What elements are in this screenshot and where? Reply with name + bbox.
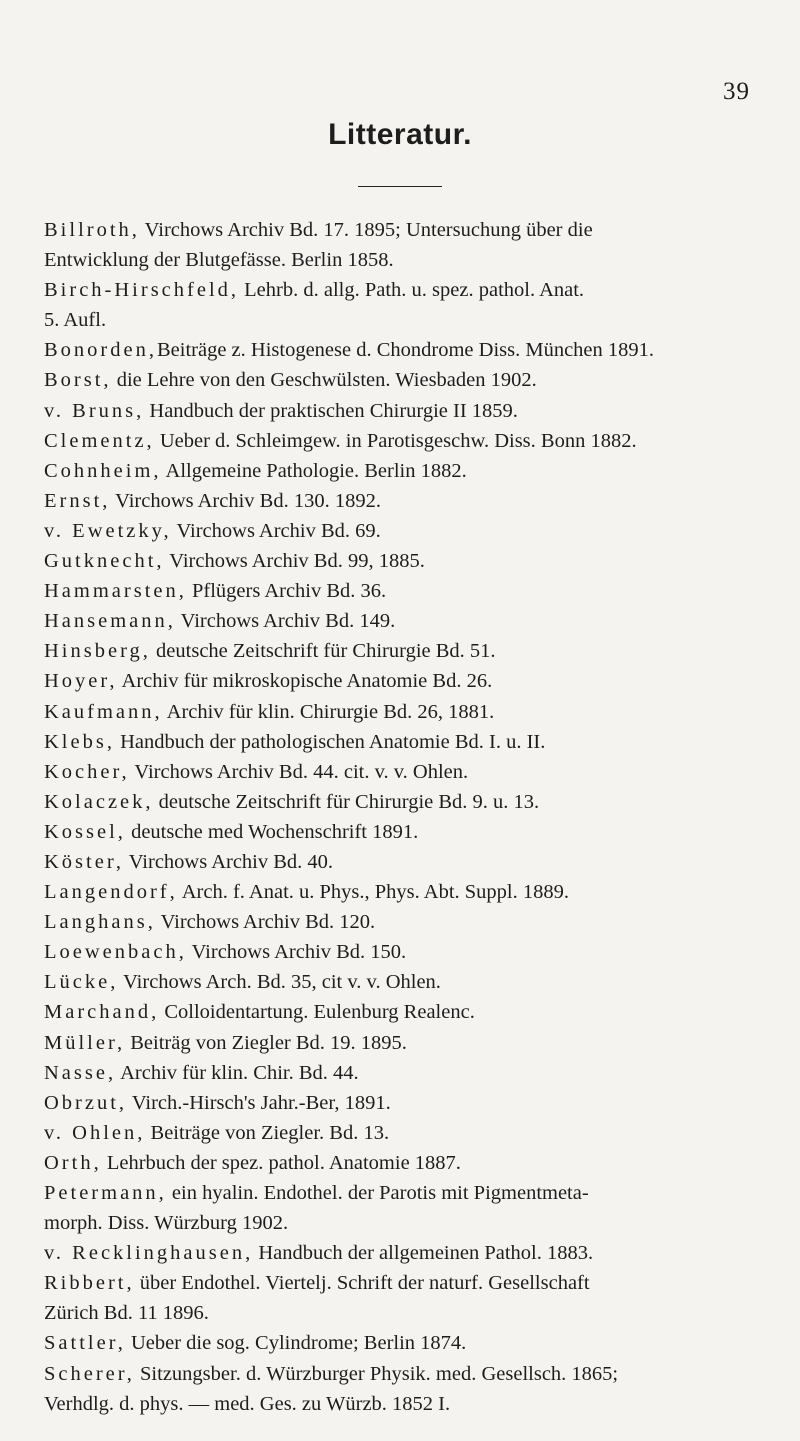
reference-continuation: Entwicklung der Blutgefässe. Berlin 1858.: [44, 249, 394, 272]
reference-author: Hinsberg,: [44, 640, 151, 663]
reference-author: Sattler,: [44, 1332, 126, 1355]
reference-text: Virchows Archiv Bd. 149.: [175, 610, 396, 633]
reference-author: Orth,: [44, 1151, 102, 1174]
reference-entry: [44, 847, 774, 877]
reference-entry: [44, 997, 774, 1027]
reference-author: Hansemann,: [44, 610, 176, 633]
reference-entry: [44, 877, 774, 907]
reference-text: Lehrbuch der spez. pathol. Anatomie 1887.: [101, 1151, 461, 1174]
reference-entry: [44, 486, 774, 516]
reference-text: Lehrb. d. allg. Path. u. spez. pathol. Anat.: [239, 279, 585, 302]
reference-entry: [44, 275, 774, 335]
reference-author: Hoyer,: [44, 670, 118, 693]
reference-text: Archiv für klin. Chirurgie Bd. 26, 1881.: [162, 700, 495, 723]
reference-author: v. Ewetzky,: [44, 519, 172, 542]
reference-entry: [44, 757, 774, 787]
reference-text: Handbuch der allgemeinen Pathol. 1883.: [253, 1242, 594, 1265]
reference-entry: [44, 817, 774, 847]
reference-entry: [44, 697, 774, 727]
reference-entry: [44, 937, 774, 967]
reference-text: Pflügers Archiv Bd. 36.: [186, 580, 387, 603]
reference-entry: [44, 967, 774, 997]
reference-entry: [44, 516, 774, 546]
reference-author: Kolaczek,: [44, 790, 154, 813]
reference-author: Kaufmann,: [44, 700, 163, 723]
reference-entry: [44, 727, 774, 757]
reference-entry: [44, 1178, 774, 1238]
reference-text: die Lehre von den Geschwülsten. Wiesbaden 1902.: [111, 369, 537, 392]
reference-text: Beiträge von Ziegler. Bd. 13.: [145, 1121, 390, 1144]
reference-author: v. Ohlen,: [44, 1121, 146, 1144]
reference-author: Kocher,: [44, 760, 130, 783]
reference-entry: [44, 1118, 774, 1148]
reference-author: Petermann,: [44, 1182, 167, 1204]
reference-entry: [44, 1268, 774, 1328]
reference-text: Allgemeine Pathologie. Berlin 1882.: [161, 459, 467, 482]
reference-entry: [44, 666, 774, 696]
reference-text: Virchows Archiv Bd. 150.: [186, 941, 407, 964]
reference-text: Virch.-Hirsch's Jahr.-Ber, 1891.: [127, 1091, 391, 1114]
reference-author: Borst,: [44, 369, 112, 392]
reference-entry: [44, 787, 774, 817]
reference-text: Beiträge z. Histogenese d. Chondrome Diss. München 1891.: [156, 339, 655, 362]
reference-text: Virchows Archiv Bd. 40.: [123, 850, 334, 873]
reference-continuation: morph. Diss. Würzburg 1902.: [44, 1212, 289, 1235]
reference-author: Klebs,: [44, 730, 115, 753]
reference-entry: [44, 1088, 774, 1118]
reference-text: Arch. f. Anat. u. Phys., Phys. Abt. Suppl. 1889.: [177, 881, 569, 904]
reference-continuation: 5. Aufl.: [44, 309, 107, 332]
reference-entry: [44, 907, 774, 937]
reference-text: ein hyalin. Endothel. der Parotis mit Pigmentmeta-: [166, 1182, 589, 1204]
reference-author: Loewenbach,: [44, 941, 187, 964]
reference-author: Ribbert,: [44, 1272, 135, 1295]
reference-text: Ueber d. Schleimgew. in Parotisgeschw. Diss. Bonn 1882.: [154, 429, 637, 452]
reference-text: Virchows Archiv Bd. 130. 1892.: [110, 489, 381, 512]
reference-author: Clementz,: [44, 429, 155, 452]
title-rule: [358, 186, 442, 187]
reference-continuation: Zürich Bd. 11 1896.: [44, 1302, 209, 1325]
reference-author: Müller,: [44, 1031, 126, 1054]
reference-entry: [44, 456, 774, 486]
reference-author: Birch-Hirschfeld,: [44, 279, 240, 302]
reference-entry: [44, 426, 774, 456]
page-title: Litteratur.: [328, 118, 472, 151]
reference-text: Virchows Archiv Bd. 44. cit. v. v. Ohlen.: [129, 760, 469, 783]
reference-entry: [44, 335, 774, 365]
reference-author: Ernst,: [44, 489, 111, 512]
reference-entry: [44, 1328, 774, 1358]
reference-entry: [44, 546, 774, 576]
reference-text: Archiv für klin. Chir. Bd. 44.: [116, 1061, 359, 1084]
reference-author: v. Recklinghausen,: [44, 1242, 254, 1265]
reference-entry: [44, 1359, 774, 1419]
reference-text: Archiv für mikroskopische Anatomie Bd. 26.: [117, 670, 493, 693]
reference-author: Nasse,: [44, 1061, 117, 1084]
reference-text: Sitzungsber. d. Würzburger Physik. med. Gesellsch. 1865;: [134, 1362, 619, 1385]
reference-text: Virchows Arch. Bd. 35, cit v. v. Ohlen.: [118, 971, 441, 994]
reference-author: Cohnheim,: [44, 459, 162, 482]
reference-list: [44, 215, 774, 1419]
reference-author: Marchand,: [44, 1001, 160, 1024]
reference-author: Scherer,: [44, 1362, 135, 1385]
reference-entry: [44, 365, 774, 395]
reference-text: Virchows Archiv Bd. 99, 1885.: [164, 550, 425, 573]
reference-text: Virchows Archiv Bd. 17. 1895; Untersuchung über die: [139, 219, 593, 241]
reference-text: Beiträg von Ziegler Bd. 19. 1895.: [125, 1031, 407, 1054]
reference-entry: [44, 1028, 774, 1058]
reference-author: Langendorf,: [44, 881, 178, 904]
reference-continuation: Verhdlg. d. phys. — med. Ges. zu Würzb. 1852 I.: [44, 1392, 451, 1415]
reference-entry: [44, 606, 774, 636]
reference-author: Lücke,: [44, 971, 119, 994]
reference-entry: [44, 1148, 774, 1178]
reference-author: Bonorden,: [44, 339, 157, 362]
reference-text: deutsche Zeitschrift für Chirurgie Bd. 9. u. 13.: [153, 790, 540, 813]
reference-entry: [44, 636, 774, 666]
reference-author: v. Bruns,: [44, 399, 145, 422]
page-number: 39: [723, 78, 750, 105]
reference-author: Obrzut,: [44, 1091, 128, 1114]
reference-author: Köster,: [44, 850, 124, 873]
reference-author: Langhans,: [44, 911, 156, 934]
reference-text: Virchows Archiv Bd. 120.: [155, 911, 376, 934]
reference-entry: [44, 396, 774, 426]
reference-text: deutsche Zeitschrift für Chirurgie Bd. 51.: [150, 640, 496, 663]
reference-author: Billroth,: [44, 219, 140, 241]
reference-author: Gutknecht,: [44, 550, 165, 573]
reference-text: Handbuch der praktischen Chirurgie II 1859.: [144, 399, 518, 422]
reference-entry: [44, 215, 774, 275]
reference-author: Kossel,: [44, 820, 126, 843]
reference-text: Colloidentartung. Eulenburg Realenc.: [159, 1001, 475, 1024]
reference-text: über Endothel. Viertelj. Schrift der naturf. Gesellschaft: [134, 1272, 590, 1295]
reference-entry: [44, 1058, 774, 1088]
reference-entry: [44, 1238, 774, 1268]
reference-author: Hammarsten,: [44, 580, 187, 603]
reference-text: Virchows Archiv Bd. 69.: [171, 519, 381, 542]
reference-text: Ueber die sog. Cylindrome; Berlin 1874.: [125, 1332, 467, 1355]
reference-text: Handbuch der pathologischen Anatomie Bd. I. u. II.: [114, 730, 546, 753]
reference-text: deutsche med Wochenschrift 1891.: [125, 820, 419, 843]
reference-entry: [44, 576, 774, 606]
